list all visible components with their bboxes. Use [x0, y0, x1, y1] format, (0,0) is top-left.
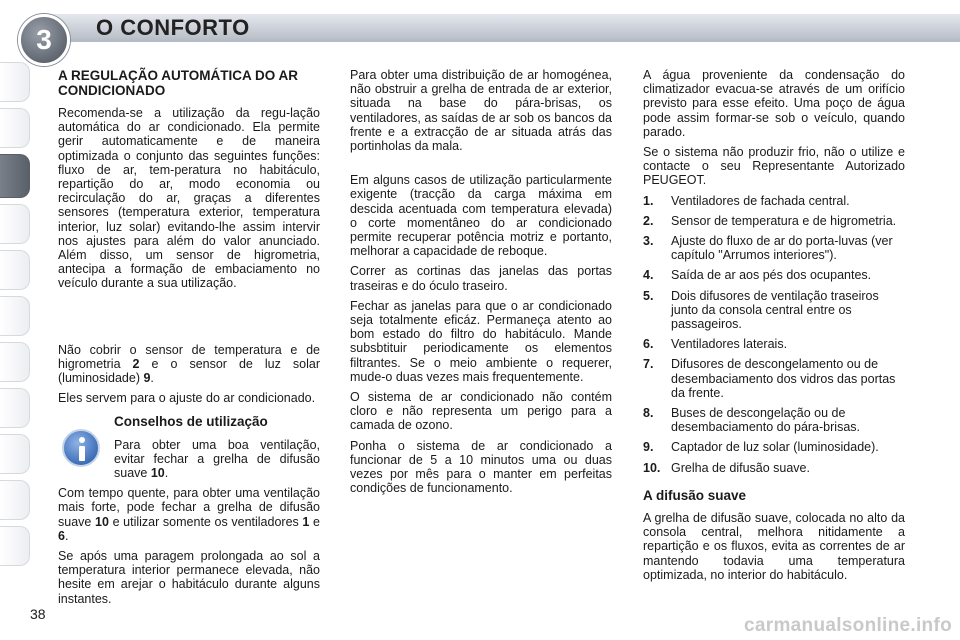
paragraph: Ponha o sistema de ar condicionado a funcionar de 5 a 10 minutos uma ou duas vezes por mês para o manter em perfeitas condições de funcionamento.	[350, 438, 612, 496]
chapter-number: 3	[36, 24, 52, 55]
paragraph-sensor-warning: Não cobrir o sensor de temperatura e de higrometria 2 e o sensor de luz solar (luminosidade) 9.	[58, 342, 320, 386]
chapter-tab-11[interactable]	[0, 526, 30, 566]
column-right	[643, 68, 905, 588]
paragraph-hot-weather: Com tempo quente, para obter uma ventilação mais forte, pode fechar a grelha de difusão suave 10 e utilizar somente os ventiladores 1 e 6.	[58, 486, 320, 543]
paragraph: Se o sistema não produzir frio, não o utilize e contacte o seu Representante Autorizado PEUGEOT.	[643, 145, 905, 188]
chapter-tab-9[interactable]	[0, 434, 30, 474]
paragraph: Fechar as janelas para que o ar condicionado seja totalmente eficáz. Permaneça atento ao bom estado do filtro do habitáculo. Mande subsbtituir periodicamente os elementos filtrantes. Se o meio ambiente o requerer, mude-o duas vezes mais frequentemente.	[350, 298, 612, 384]
list-item: 5. Dois difusores de ventilação traseiros junto da consola central entre os passageiros.	[643, 288, 879, 332]
list-item: 8. Buses de descongelação ou de desembaciamento do pára-brisas.	[643, 406, 860, 435]
list-item: 3. Ajuste do fluxo de ar do porta-luvas (ver capítulo "Arrumos interiores").	[643, 234, 893, 263]
chapter-title: O CONFORTO	[96, 15, 250, 40]
paragraph: Correr as cortinas das janelas das portas traseiras e do óculo traseiro.	[350, 264, 612, 293]
list-item: 9. Captador de luz solar (luminosidade).	[643, 440, 879, 455]
paragraph: Recomenda-se a utilização da regu-lação automática do ar condicionado. Ela permite gerir automaticamente e de maneira optimizada o conjunto das seguintes funções: fluxo de ar, tem-peratura no habitáculo, repartição do ar, modo economia ou recirculação do ar, graças a diferentes sensores (temperatura exterior, temperatura interior, luz solar) evitando-lhe assim intervir nos ajustes para além do valor anunciado. Além disso, um sensor de higrometria, antecipa a formação de embaciamento no veículo durante a sua utilização.	[58, 106, 320, 291]
paragraph: Se após uma paragem prolongada ao sol a temperatura interior permanece elevada, não hesite em arejar o habitáculo durante alguns instantes.	[58, 549, 320, 606]
paragraph: Em alguns casos de utilização particularmente exigente (tracção da carga máxima em descida acentuada com temperatura elevada) o corte momentâneo do ar condicionado permite recuperar potência motriz e portanto, melhorar a capacidade de reboque.	[350, 173, 612, 259]
column-left	[58, 64, 320, 612]
page-header	[0, 0, 960, 55]
list-item: 2. Sensor de temperatura e de higrometria.	[643, 213, 897, 228]
tip-box	[58, 415, 320, 480]
paragraph: A água proveniente da condensação do climatizador evacua-se através de um orifício previsto para esse efeito. Uma poço de água pode assim formar-se sob o veículo, quando parado.	[643, 68, 905, 139]
chapter-tab-8[interactable]	[0, 388, 30, 428]
paragraph: Para obter uma distribuição de ar homogénea, não obstruir a grelha de entrada de ar exterior, situada na base do pára-brisas, os ventiladores, as saídas de ar sob os bancos da frente e a extracção de ar situada atrás das portinholas da mala.	[350, 68, 612, 154]
list-item: 7. Difusores de descongelamento ou de desembaciamento dos vidros das portas da frente.	[643, 357, 896, 400]
list-item: 4. Saída de ar aos pés dos ocupantes.	[643, 268, 872, 283]
chapter-tab-7[interactable]	[0, 342, 30, 382]
list-item: 10. Grelha de difusão suave.	[643, 460, 810, 475]
chapter-tabs	[0, 62, 34, 572]
list-item: 1. Ventiladores de fachada central.	[643, 193, 850, 208]
chapter-number-badge	[18, 14, 70, 66]
paragraph: O sistema de ar condicionado não contém cloro e não representa um perigo para a camada de ozono.	[350, 390, 612, 433]
chapter-tab-6[interactable]	[0, 296, 30, 336]
tip-paragraph: Para obter uma boa ventilação, evitar fechar a grelha de difusão suave 10.	[114, 437, 320, 481]
chapter-tab-4[interactable]	[0, 204, 30, 244]
chapter-tab-2[interactable]	[0, 108, 30, 148]
chapter-tab-1[interactable]	[0, 62, 30, 102]
section-heading-soft-diffusion: A difusão suave	[643, 487, 747, 503]
paragraph: A grelha de difusão suave, colocada no alto da consola central, melhora nitidamente a repartição e os fluxos, evita as correntes de ar mantendo todavia uma temperatura optimizada, no interior do habitáculo.	[643, 511, 905, 582]
chapter-tab-5[interactable]	[0, 250, 30, 290]
tip-title: Conselhos de utilização	[114, 414, 268, 430]
chapter-tab-3-active[interactable]	[0, 154, 30, 198]
column-middle	[350, 68, 612, 501]
vent-list	[643, 194, 905, 475]
chapter-tab-10[interactable]	[0, 480, 30, 520]
paragraph: Eles servem para o ajuste do ar condicionado.	[58, 391, 316, 406]
section-heading-auto-regulation: A REGULAÇÃO AUTOMÁTICA DO AR CONDICIONADO	[58, 68, 298, 98]
watermark: carmanualsonline.info	[744, 615, 952, 636]
page-number: 38	[30, 606, 46, 622]
info-icon	[62, 429, 100, 467]
list-item: 6. Ventiladores laterais.	[643, 337, 788, 352]
